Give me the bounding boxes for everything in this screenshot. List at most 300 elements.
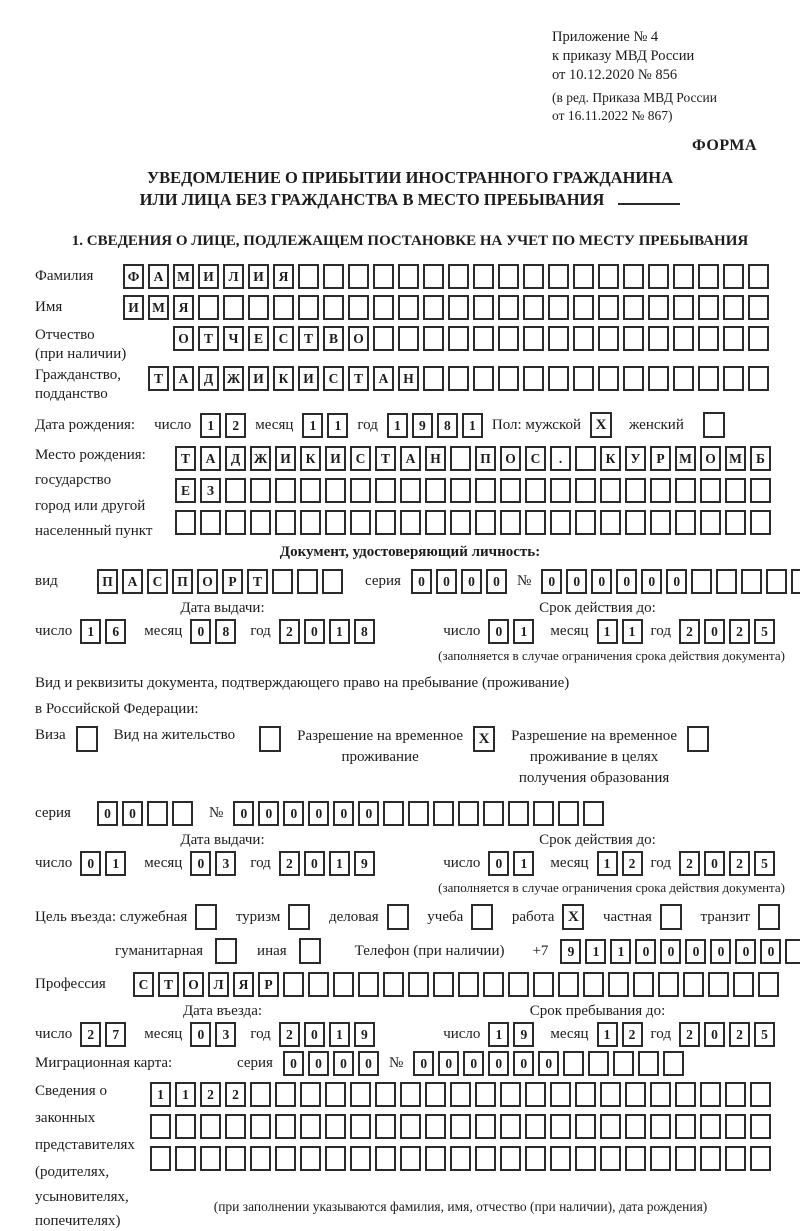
char-box[interactable]: [198, 295, 219, 320]
char-box[interactable]: 1: [150, 1082, 171, 1107]
char-box[interactable]: [275, 1146, 296, 1171]
char-box[interactable]: 0: [488, 619, 509, 644]
char-box[interactable]: [225, 1114, 246, 1139]
char-box[interactable]: [172, 801, 193, 826]
char-box[interactable]: Я: [233, 972, 254, 997]
char-box[interactable]: [573, 326, 594, 351]
char-box[interactable]: [450, 1082, 471, 1107]
char-box[interactable]: 7: [105, 1022, 126, 1047]
char-box[interactable]: [200, 510, 221, 535]
char-box[interactable]: [550, 1114, 571, 1139]
char-box[interactable]: 3: [215, 851, 236, 876]
char-box[interactable]: 5: [754, 851, 775, 876]
char-box[interactable]: [550, 510, 571, 535]
char-box[interactable]: [150, 1146, 171, 1171]
purpose-tourism-checkbox[interactable]: [288, 904, 310, 930]
char-box[interactable]: [648, 366, 669, 391]
char-box[interactable]: [200, 1114, 221, 1139]
char-box[interactable]: [573, 366, 594, 391]
char-box[interactable]: [600, 1082, 621, 1107]
char-box[interactable]: 1: [329, 851, 350, 876]
char-box[interactable]: 0: [304, 619, 325, 644]
char-box[interactable]: К: [300, 446, 321, 471]
char-box[interactable]: Т: [148, 366, 169, 391]
char-box[interactable]: 0: [488, 851, 509, 876]
char-box[interactable]: [725, 478, 746, 503]
char-box[interactable]: [533, 801, 554, 826]
char-box[interactable]: [350, 478, 371, 503]
char-box[interactable]: [523, 326, 544, 351]
char-box[interactable]: [658, 972, 679, 997]
char-box[interactable]: 0: [190, 851, 211, 876]
char-box[interactable]: [448, 326, 469, 351]
char-box[interactable]: [750, 1082, 771, 1107]
char-box[interactable]: [423, 264, 444, 289]
char-box[interactable]: [573, 295, 594, 320]
char-box[interactable]: Л: [208, 972, 229, 997]
sex-female-checkbox[interactable]: [703, 412, 725, 438]
char-box[interactable]: 0: [704, 851, 725, 876]
char-box[interactable]: [458, 972, 479, 997]
char-box[interactable]: К: [273, 366, 294, 391]
char-box[interactable]: [175, 510, 196, 535]
char-box[interactable]: 0: [541, 569, 562, 594]
char-box[interactable]: 0: [438, 1051, 459, 1076]
purpose-business-checkbox[interactable]: [387, 904, 409, 930]
char-box[interactable]: [348, 264, 369, 289]
char-box[interactable]: [625, 1114, 646, 1139]
char-box[interactable]: [375, 510, 396, 535]
char-box[interactable]: [475, 1146, 496, 1171]
char-box[interactable]: Д: [225, 446, 246, 471]
char-box[interactable]: 1: [462, 413, 483, 438]
char-box[interactable]: 2: [729, 1022, 750, 1047]
char-box[interactable]: В: [323, 326, 344, 351]
char-box[interactable]: Ч: [223, 326, 244, 351]
char-box[interactable]: 0: [304, 1022, 325, 1047]
char-box[interactable]: 0: [616, 569, 637, 594]
char-box[interactable]: О: [700, 446, 721, 471]
char-box[interactable]: [523, 264, 544, 289]
char-box[interactable]: [525, 1146, 546, 1171]
char-box[interactable]: [700, 1146, 721, 1171]
char-box[interactable]: [275, 478, 296, 503]
char-box[interactable]: 2: [679, 851, 700, 876]
char-box[interactable]: 1: [513, 851, 534, 876]
char-box[interactable]: [358, 972, 379, 997]
char-box[interactable]: 0: [710, 939, 731, 964]
purpose-work-checkbox[interactable]: X: [562, 904, 584, 930]
char-box[interactable]: Н: [398, 366, 419, 391]
char-box[interactable]: [375, 1146, 396, 1171]
char-box[interactable]: [450, 478, 471, 503]
char-box[interactable]: 2: [679, 1022, 700, 1047]
char-box[interactable]: [583, 972, 604, 997]
char-box[interactable]: 1: [597, 619, 618, 644]
char-box[interactable]: 1: [597, 1022, 618, 1047]
char-box[interactable]: [250, 510, 271, 535]
char-box[interactable]: 0: [666, 569, 687, 594]
char-box[interactable]: [766, 569, 787, 594]
char-box[interactable]: [748, 366, 769, 391]
char-box[interactable]: [598, 366, 619, 391]
char-box[interactable]: [733, 972, 754, 997]
char-box[interactable]: Л: [223, 264, 244, 289]
char-box[interactable]: [700, 510, 721, 535]
char-box[interactable]: [400, 1082, 421, 1107]
char-box[interactable]: [725, 510, 746, 535]
char-box[interactable]: [548, 264, 569, 289]
char-box[interactable]: [375, 1082, 396, 1107]
char-box[interactable]: 2: [225, 413, 246, 438]
char-box[interactable]: 1: [80, 619, 101, 644]
char-box[interactable]: [147, 801, 168, 826]
char-box[interactable]: 0: [413, 1051, 434, 1076]
char-box[interactable]: 1: [329, 619, 350, 644]
char-box[interactable]: Т: [298, 326, 319, 351]
char-box[interactable]: [475, 478, 496, 503]
char-box[interactable]: 0: [308, 1051, 329, 1076]
char-box[interactable]: [550, 1146, 571, 1171]
char-box[interactable]: Р: [258, 972, 279, 997]
char-box[interactable]: И: [298, 366, 319, 391]
char-box[interactable]: [525, 510, 546, 535]
char-box[interactable]: [708, 972, 729, 997]
char-box[interactable]: [450, 510, 471, 535]
char-box[interactable]: [475, 1082, 496, 1107]
char-box[interactable]: [575, 1114, 596, 1139]
char-box[interactable]: [373, 264, 394, 289]
char-box[interactable]: [450, 446, 471, 471]
char-box[interactable]: [558, 972, 579, 997]
char-box[interactable]: 2: [279, 619, 300, 644]
char-box[interactable]: 1: [327, 413, 348, 438]
char-box[interactable]: [325, 478, 346, 503]
char-box[interactable]: 0: [283, 1051, 304, 1076]
char-box[interactable]: М: [148, 295, 169, 320]
char-box[interactable]: О: [183, 972, 204, 997]
char-box[interactable]: [598, 326, 619, 351]
char-box[interactable]: [350, 510, 371, 535]
char-box[interactable]: [725, 1082, 746, 1107]
sex-male-checkbox[interactable]: X: [590, 412, 612, 438]
char-box[interactable]: П: [172, 569, 193, 594]
char-box[interactable]: [625, 510, 646, 535]
char-box[interactable]: 0: [233, 801, 254, 826]
char-box[interactable]: [791, 569, 800, 594]
char-box[interactable]: [716, 569, 737, 594]
char-box[interactable]: [683, 972, 704, 997]
char-box[interactable]: А: [148, 264, 169, 289]
char-box[interactable]: [650, 510, 671, 535]
char-box[interactable]: [623, 326, 644, 351]
char-box[interactable]: [400, 478, 421, 503]
char-box[interactable]: У: [625, 446, 646, 471]
char-box[interactable]: [525, 1082, 546, 1107]
char-box[interactable]: С: [133, 972, 154, 997]
char-box[interactable]: А: [400, 446, 421, 471]
char-box[interactable]: 2: [279, 851, 300, 876]
char-box[interactable]: 2: [622, 1022, 643, 1047]
char-box[interactable]: [300, 1082, 321, 1107]
char-box[interactable]: 0: [308, 801, 329, 826]
char-box[interactable]: [325, 1146, 346, 1171]
char-box[interactable]: [400, 1146, 421, 1171]
char-box[interactable]: 0: [436, 569, 457, 594]
char-box[interactable]: [698, 366, 719, 391]
char-box[interactable]: 0: [80, 851, 101, 876]
char-box[interactable]: [500, 1114, 521, 1139]
char-box[interactable]: 1: [329, 1022, 350, 1047]
char-box[interactable]: [583, 801, 604, 826]
char-box[interactable]: 0: [488, 1051, 509, 1076]
char-box[interactable]: [398, 295, 419, 320]
char-box[interactable]: Я: [173, 295, 194, 320]
char-box[interactable]: [383, 972, 404, 997]
char-box[interactable]: 0: [333, 801, 354, 826]
char-box[interactable]: [548, 326, 569, 351]
char-box[interactable]: Т: [158, 972, 179, 997]
char-box[interactable]: 0: [358, 1051, 379, 1076]
char-box[interactable]: [675, 1114, 696, 1139]
char-box[interactable]: А: [373, 366, 394, 391]
char-box[interactable]: [200, 1146, 221, 1171]
char-box[interactable]: Р: [650, 446, 671, 471]
char-box[interactable]: 0: [97, 801, 118, 826]
char-box[interactable]: [700, 1114, 721, 1139]
char-box[interactable]: [325, 1082, 346, 1107]
char-box[interactable]: Т: [198, 326, 219, 351]
char-box[interactable]: [673, 295, 694, 320]
char-box[interactable]: [575, 1082, 596, 1107]
char-box[interactable]: Д: [198, 366, 219, 391]
purpose-transit-checkbox[interactable]: [758, 904, 780, 930]
char-box[interactable]: 1: [597, 851, 618, 876]
char-box[interactable]: [663, 1051, 684, 1076]
char-box[interactable]: А: [122, 569, 143, 594]
char-box[interactable]: [675, 1082, 696, 1107]
char-box[interactable]: [425, 478, 446, 503]
char-box[interactable]: [698, 264, 719, 289]
char-box[interactable]: 9: [560, 939, 581, 964]
char-box[interactable]: [625, 1082, 646, 1107]
char-box[interactable]: 0: [486, 569, 507, 594]
char-box[interactable]: С: [525, 446, 546, 471]
char-box[interactable]: [500, 1146, 521, 1171]
char-box[interactable]: [473, 326, 494, 351]
char-box[interactable]: 0: [635, 939, 656, 964]
char-box[interactable]: 1: [622, 619, 643, 644]
char-box[interactable]: П: [475, 446, 496, 471]
char-box[interactable]: [483, 801, 504, 826]
char-box[interactable]: [673, 326, 694, 351]
char-box[interactable]: [650, 478, 671, 503]
char-box[interactable]: М: [675, 446, 696, 471]
char-box[interactable]: И: [248, 366, 269, 391]
char-box[interactable]: Ф: [123, 264, 144, 289]
char-box[interactable]: [298, 264, 319, 289]
char-box[interactable]: [297, 569, 318, 594]
char-box[interactable]: 2: [679, 619, 700, 644]
char-box[interactable]: М: [173, 264, 194, 289]
char-box[interactable]: [475, 510, 496, 535]
char-box[interactable]: [473, 366, 494, 391]
char-box[interactable]: [558, 801, 579, 826]
char-box[interactable]: 0: [566, 569, 587, 594]
char-box[interactable]: [225, 478, 246, 503]
char-box[interactable]: [500, 510, 521, 535]
char-box[interactable]: 0: [704, 1022, 725, 1047]
char-box[interactable]: [625, 1146, 646, 1171]
char-box[interactable]: [650, 1146, 671, 1171]
char-box[interactable]: И: [248, 264, 269, 289]
char-box[interactable]: [785, 939, 800, 964]
char-box[interactable]: [408, 972, 429, 997]
char-box[interactable]: [250, 1146, 271, 1171]
char-box[interactable]: 1: [105, 851, 126, 876]
humanitarian-checkbox[interactable]: [215, 938, 237, 964]
char-box[interactable]: 1: [387, 413, 408, 438]
char-box[interactable]: 2: [622, 851, 643, 876]
char-box[interactable]: [748, 264, 769, 289]
purpose-study-checkbox[interactable]: [471, 904, 493, 930]
char-box[interactable]: [600, 510, 621, 535]
char-box[interactable]: [548, 366, 569, 391]
char-box[interactable]: [623, 366, 644, 391]
char-box[interactable]: Т: [247, 569, 268, 594]
char-box[interactable]: [300, 478, 321, 503]
char-box[interactable]: [448, 264, 469, 289]
char-box[interactable]: [473, 295, 494, 320]
char-box[interactable]: О: [500, 446, 521, 471]
char-box[interactable]: [425, 510, 446, 535]
char-box[interactable]: 1: [302, 413, 323, 438]
char-box[interactable]: [750, 1146, 771, 1171]
char-box[interactable]: [322, 569, 343, 594]
char-box[interactable]: [325, 1114, 346, 1139]
char-box[interactable]: [498, 264, 519, 289]
char-box[interactable]: [675, 478, 696, 503]
char-box[interactable]: 0: [304, 851, 325, 876]
char-box[interactable]: [600, 478, 621, 503]
char-box[interactable]: М: [725, 446, 746, 471]
char-box[interactable]: [350, 1146, 371, 1171]
char-box[interactable]: [250, 1114, 271, 1139]
char-box[interactable]: 1: [488, 1022, 509, 1047]
char-box[interactable]: [448, 366, 469, 391]
char-box[interactable]: 0: [358, 801, 379, 826]
char-box[interactable]: 1: [585, 939, 606, 964]
char-box[interactable]: [473, 264, 494, 289]
char-box[interactable]: 9: [513, 1022, 534, 1047]
char-box[interactable]: 9: [354, 1022, 375, 1047]
char-box[interactable]: [741, 569, 762, 594]
char-box[interactable]: [691, 569, 712, 594]
char-box[interactable]: [750, 1114, 771, 1139]
char-box[interactable]: 8: [215, 619, 236, 644]
char-box[interactable]: [458, 801, 479, 826]
char-box[interactable]: [250, 478, 271, 503]
visa-checkbox[interactable]: [76, 726, 98, 752]
char-box[interactable]: [350, 1082, 371, 1107]
char-box[interactable]: [300, 1114, 321, 1139]
char-box[interactable]: И: [275, 446, 296, 471]
char-box[interactable]: [373, 295, 394, 320]
edu-permit-checkbox[interactable]: [687, 726, 709, 752]
char-box[interactable]: [675, 510, 696, 535]
char-box[interactable]: [448, 295, 469, 320]
char-box[interactable]: [408, 801, 429, 826]
char-box[interactable]: С: [273, 326, 294, 351]
char-box[interactable]: [598, 264, 619, 289]
char-box[interactable]: [425, 1082, 446, 1107]
char-box[interactable]: [648, 264, 669, 289]
char-box[interactable]: 2: [279, 1022, 300, 1047]
char-box[interactable]: [608, 972, 629, 997]
char-box[interactable]: [373, 326, 394, 351]
char-box[interactable]: 2: [729, 619, 750, 644]
char-box[interactable]: [283, 972, 304, 997]
char-box[interactable]: [333, 972, 354, 997]
char-box[interactable]: [275, 1114, 296, 1139]
char-box[interactable]: [525, 1114, 546, 1139]
char-box[interactable]: 0: [660, 939, 681, 964]
char-box[interactable]: [272, 569, 293, 594]
char-box[interactable]: 2: [225, 1082, 246, 1107]
char-box[interactable]: 2: [729, 851, 750, 876]
char-box[interactable]: [748, 326, 769, 351]
char-box[interactable]: [575, 478, 596, 503]
char-box[interactable]: [698, 295, 719, 320]
char-box[interactable]: [625, 478, 646, 503]
char-box[interactable]: 5: [754, 619, 775, 644]
char-box[interactable]: [623, 264, 644, 289]
char-box[interactable]: [308, 972, 329, 997]
char-box[interactable]: 6: [105, 619, 126, 644]
char-box[interactable]: [550, 1082, 571, 1107]
char-box[interactable]: 1: [200, 413, 221, 438]
char-box[interactable]: [523, 295, 544, 320]
char-box[interactable]: З: [200, 478, 221, 503]
char-box[interactable]: [225, 510, 246, 535]
char-box[interactable]: А: [173, 366, 194, 391]
char-box[interactable]: [250, 1082, 271, 1107]
char-box[interactable]: [725, 1114, 746, 1139]
char-box[interactable]: [500, 478, 521, 503]
char-box[interactable]: 0: [461, 569, 482, 594]
char-box[interactable]: О: [197, 569, 218, 594]
char-box[interactable]: К: [600, 446, 621, 471]
char-box[interactable]: И: [325, 446, 346, 471]
char-box[interactable]: [575, 1146, 596, 1171]
char-box[interactable]: 9: [354, 851, 375, 876]
char-box[interactable]: [423, 295, 444, 320]
char-box[interactable]: 0: [760, 939, 781, 964]
char-box[interactable]: [375, 478, 396, 503]
char-box[interactable]: С: [350, 446, 371, 471]
char-box[interactable]: [425, 1146, 446, 1171]
temp-permit-checkbox[interactable]: X: [473, 726, 495, 752]
char-box[interactable]: 0: [704, 619, 725, 644]
char-box[interactable]: [550, 478, 571, 503]
char-box[interactable]: [673, 264, 694, 289]
char-box[interactable]: 0: [538, 1051, 559, 1076]
char-box[interactable]: Я: [273, 264, 294, 289]
char-box[interactable]: [450, 1146, 471, 1171]
char-box[interactable]: [223, 295, 244, 320]
char-box[interactable]: [723, 264, 744, 289]
char-box[interactable]: [323, 295, 344, 320]
